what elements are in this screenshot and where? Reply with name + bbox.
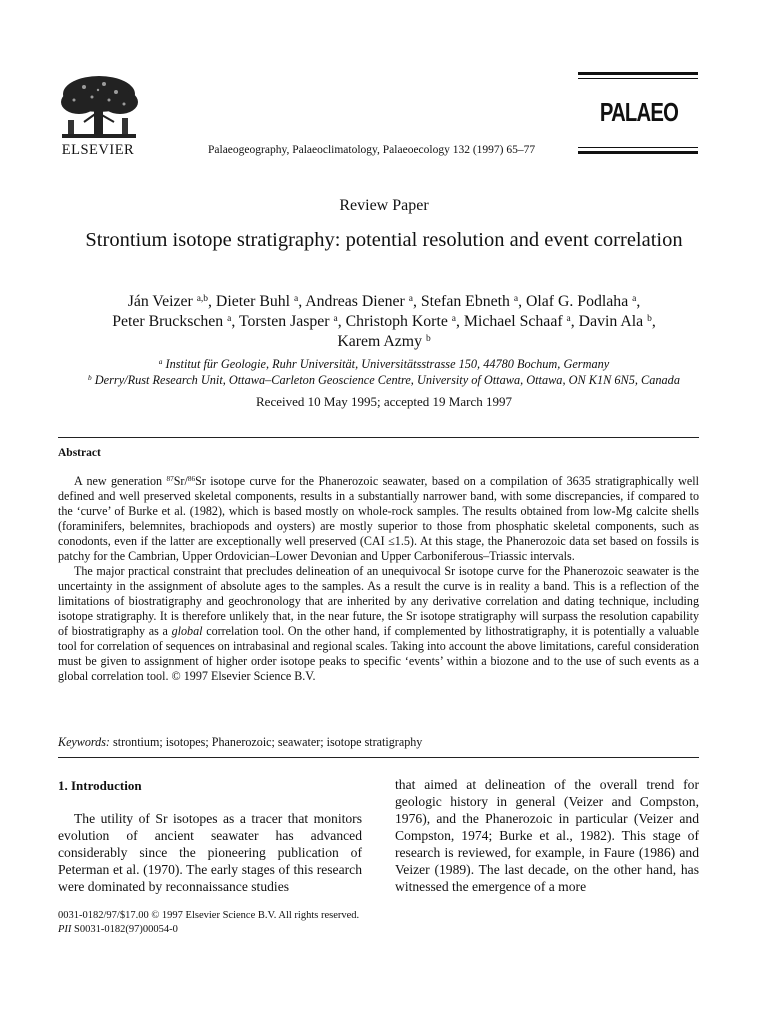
keywords-list: strontium; isotopes; Phanerozoic; seawater; isotope stratigraphy [113, 735, 423, 749]
author-name: Davin Ala [578, 313, 648, 330]
affiliation-b [40, 372, 728, 388]
author-affiliation-mark: b [425, 333, 431, 344]
author-affiliation-mark: a [333, 313, 338, 324]
article-type: Review Paper [339, 197, 429, 214]
author-name: Christoph Korte [345, 313, 452, 330]
pii-line [58, 924, 178, 935]
author-affiliation-mark: a [408, 293, 413, 304]
journal-citation: Palaeogeography, Palaeoclimatology, Palaeoecology 132 (1997) 65–77 [208, 144, 536, 156]
author-name: Torsten Jasper [238, 313, 334, 330]
author-affiliation-mark: a [451, 313, 456, 324]
keywords-label: Keywords: [58, 735, 110, 749]
author-name: Dieter Buhl [215, 293, 295, 310]
pii-label: PII [58, 924, 72, 935]
logo-rule-top [578, 72, 698, 75]
author-name: Olaf G. Podlaha [525, 293, 633, 310]
journal-logo: PALAEO [599, 97, 679, 127]
author-affiliation-mark: a [513, 293, 519, 304]
affiliation-text: Derry/Rust Research Unit, Ottawa–Carleton Geoscience Centre, University of Ottawa, Ottawa, ON K1N 6N5, Canada [94, 373, 680, 387]
logo-rule-bottom [578, 151, 698, 154]
affiliation-mark: a [158, 356, 163, 366]
abstract-paragraph: A new generation $^{87}$Sr/$^{86}$Sr isotope curve for the Phanerozoic seawater, based on a compilation of 3635 stratigraphically well defined and well preserved skeletal components, results in a substantially narrower band, with some discrepancies, if compared to the ‘curve’ of Burke et al. (1982), which is based mostly on whole-rock samples. The results obtained from low-Mg calcite shells (foraminifers, belemnites, brachiopods and oysters) are mostly superior to those from phosphatic skeletal components, such as conodonts, even if the latter are exceptionally well preserved (CAI ≤1.5). At this stage, the Phanerozoic data set based on fossils is patchy for the Cambrian, Upper Ordovician–Lower Devonian and Upper Carboniferous–Triassic intervals. [58, 474, 699, 563]
author-name: Ján Veizer [127, 293, 197, 310]
author-name: Peter Bruckschen [112, 313, 228, 330]
author-affiliation-mark: a [227, 313, 232, 324]
abstract-heading: Abstract [58, 447, 101, 459]
logo-rule-bottom-thin [578, 147, 698, 148]
body-column-right [395, 776, 699, 895]
author-affiliation-mark: b [647, 313, 652, 324]
body-paragraph: that aimed at delineation of the overall trend for geologic history in general (Veizer and Compston, 1976), and the Phanerozoic in particular (Veizer and Compston, 1974; Burke et al., 1982). This stage of research is reviewed, for example, in Faure (1986) and Veizer (1989). The last decade, on the other hand, has witnessed the emergence of a more [395, 777, 699, 894]
affiliation-text: Institut für Geologie, Ruhr Universität, Universitätsstrasse 150, 44780 Bochum, Germany [165, 357, 610, 371]
author-name: Michael Schaaf [463, 313, 567, 330]
divider [58, 757, 699, 758]
author-affiliation-mark: a [632, 293, 637, 304]
publisher-name: ELSEVIER [61, 142, 135, 158]
article-title: Strontium isotope stratigraphy: potential resolution and event correlation [85, 229, 683, 251]
section-heading: 1. Introduction [58, 778, 142, 793]
author-list: Ján Veizer $^{a,b}$, Dieter Buhl $^a$, Andreas Diener $^a$, Stefan Ebneth $^a$, Olaf G. Podlaha $^a$, Peter Bruckschen $^a$, Torsten Jasper $^a$, Christoph Korte $^a$, Michael Schaaf $^a$, Davin Ala $^b$, Karem Azmy $^b$ [112, 293, 656, 350]
divider [58, 437, 699, 438]
body-column-left [58, 810, 362, 895]
affiliation-mark: b [88, 372, 92, 382]
logo-rule-top-thin [578, 78, 698, 79]
copyright-line: 0031-0182/97/$17.00 © 1997 Elsevier Science B.V. All rights reserved. [58, 910, 360, 921]
pii-value: S0031-0182(97)00054-0 [74, 924, 178, 935]
affiliation-a [40, 356, 728, 372]
received-dates: Received 10 May 1995; accepted 19 March 1997 [256, 394, 512, 409]
abstract-paragraph: The major practical constraint that precludes delineation of an unequivocal Sr isotope curve for the Phanerozoic seawater is the uncertainty in the assignment of absolute ages to the samples. As a result the curve is in reality a band. This is a reflection of the limitations of biostratigraphy and geochronology that are inherited by any derivative correlation and dating technique, including isotope stratigraphy. It is therefore unlikely that, in the near future, the Sr isotope stratigraphy will surpass the resolution capability of biostratigraphy as a global correlation tool. On the other hand, if complemented by lithostratigraphy, it is potentially a valuable tool for correlation of sequences on intrabasinal and regional scales. Taking into account the above limitations, careful consideration must be given to assignment of higher order isotope peaks to specific ‘events’ within a biozone and to the use of such events as a global correlation tool. © 1997 Elsevier Science B.V. [58, 564, 699, 683]
author-affiliation-mark: a [566, 313, 571, 324]
author-name: Karem Azmy [337, 333, 426, 350]
author-affiliation-mark: a [294, 293, 299, 304]
author-name: Stefan Ebneth [420, 293, 514, 310]
body-paragraph: The utility of Sr isotopes as a tracer that monitors evolution of ancient seawater has advanced considerably since the pioneering publication of Peterman et al. (1970). The early stages of this research were dominated by reconnaissance studies [58, 811, 362, 894]
keywords [58, 735, 422, 750]
author-affiliation-mark: a,b [196, 293, 209, 304]
author-name: Andreas Diener [305, 293, 409, 310]
abstract-body [58, 474, 699, 684]
